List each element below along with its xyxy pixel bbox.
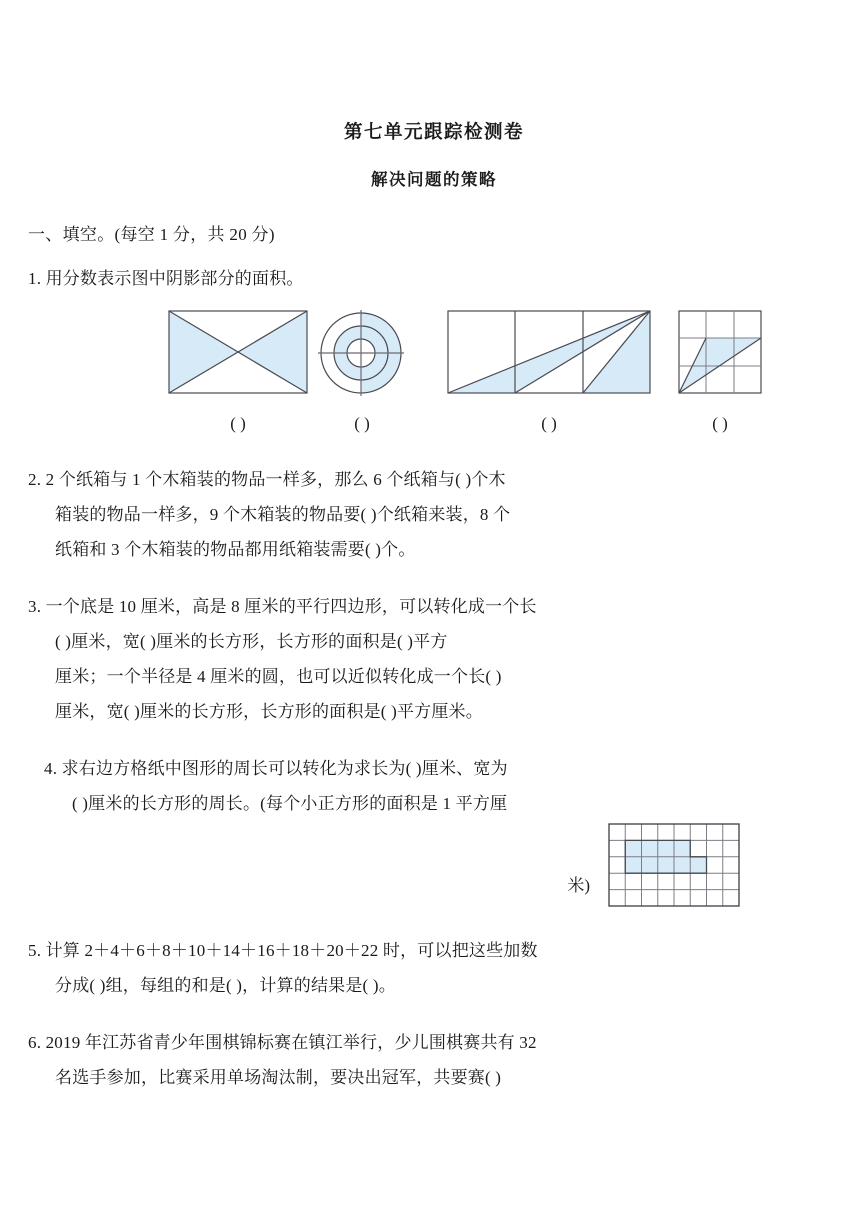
- question-3-line-2: ( )厘米，宽( )厘米的长方形，长方形的面积是( )平方: [55, 632, 448, 651]
- question-3-line-4: 厘米，宽( )厘米的长方形，长方形的面积是( )平方厘米。: [55, 702, 483, 721]
- figure-concentric-circles-quadrants: [318, 310, 404, 396]
- answer-blank-1[interactable]: ( ): [230, 414, 246, 433]
- answer-blank-2[interactable]: ( ): [354, 414, 370, 433]
- figure-grid-paper-staircase-shape: [608, 823, 740, 907]
- question-3-line-1: 3. 一个底是 10 厘米，高是 8 厘米的平行四边形，可以转化成一个长: [28, 597, 537, 616]
- question-5-line-2: 分成( )组，每组的和是( )，计算的结果是( )。: [55, 976, 396, 995]
- question-3-line-3: 厘米；一个半径是 4 厘米的圆，也可以近似转化成一个长( ): [55, 667, 502, 686]
- question-4-line-2: ( )厘米的长方形的周长。(每个小正方形的面积是 1 平方厘: [72, 794, 508, 813]
- figure-rectangle-with-diagonals: [168, 310, 308, 394]
- figure-rectangle-three-columns-triangles: [447, 310, 651, 394]
- page-subtitle: 解决问题的策略: [371, 170, 497, 189]
- question-5-line-1: 5. 计算 2＋4＋6＋8＋10＋14＋16＋18＋20＋22 时，可以把这些加数: [28, 941, 538, 960]
- question-1-answer-blanks: [0, 414, 868, 440]
- page-title: 第七单元跟踪检测卷: [343, 122, 524, 143]
- question-2-line-2: 箱装的物品一样多，9 个木箱装的物品要( )个纸箱来装，8 个: [55, 505, 511, 524]
- answer-blank-4[interactable]: ( ): [712, 414, 728, 433]
- question-4-figure-area: [0, 823, 868, 919]
- section-heading-fill-in-blanks: 一、填空。(每空 1 分，共 20 分): [28, 225, 275, 244]
- question-2-line-1: 2. 2 个纸箱与 1 个木箱装的物品一样多，那么 6 个纸箱与( )个木: [28, 470, 506, 489]
- figure-three-by-three-grid-triangle: [678, 310, 762, 394]
- question-6-line-1: 6. 2019 年江苏省青少年围棋锦标赛在镇江举行，少儿围棋赛共有 32: [28, 1033, 537, 1052]
- question-4-line-3: 米): [567, 876, 590, 895]
- question-6-line-2: 名选手参加，比赛采用单场淘汰制，要决出冠军，共要赛( ): [55, 1068, 502, 1087]
- question-4-line-1: 4. 求右边方格纸中图形的周长可以转化为求长为( )厘米、宽为: [44, 759, 508, 778]
- question-1-figures: [0, 310, 868, 414]
- question-2-line-3: 纸箱和 3 个木箱装的物品都用纸箱装需要( )个。: [55, 540, 416, 559]
- question-1-text: 1. 用分数表示图中阴影部分的面积。: [28, 269, 304, 288]
- answer-blank-3[interactable]: ( ): [541, 414, 557, 433]
